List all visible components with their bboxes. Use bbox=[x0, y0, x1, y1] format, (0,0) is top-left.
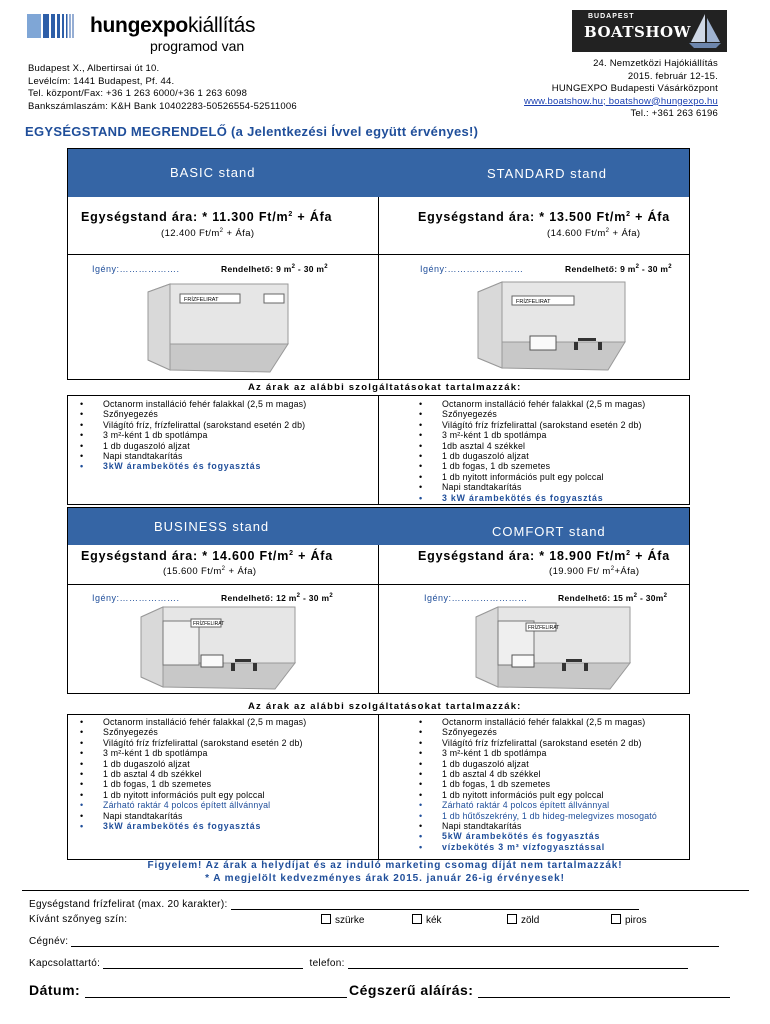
standard-price: Egységstand ára: * 13.500 $Ft/m^2$ + Áfa bbox=[418, 210, 670, 224]
business-price: Egységstand ára: * 14.600 $Ft/m^2$ + Áfa bbox=[81, 549, 333, 563]
list-item: • 5kW árambekötés és fogyasztás bbox=[419, 831, 657, 841]
standard-features bbox=[419, 399, 645, 503]
event-link[interactable]: www.boatshow.hu; boatshow@hungexpo.hu bbox=[524, 95, 718, 107]
list-item: • Világító fríz frízfelirattal (sarokstand esetén 2 db) bbox=[419, 738, 657, 748]
friz-label: Egységstand frízfelirat (max. 20 karakter): bbox=[29, 899, 228, 910]
carpet-option-red[interactable]: piros bbox=[611, 914, 647, 926]
comfort-price: Egységstand ára: * 18.900 $Ft/m^2$ + Áfa bbox=[418, 549, 670, 563]
comfort-features bbox=[419, 717, 657, 852]
company-row bbox=[29, 936, 719, 947]
phone-input[interactable] bbox=[348, 959, 688, 969]
standard-stand-illustration bbox=[470, 278, 635, 374]
list-item: • 1 db fogas, 1 db szemetes bbox=[419, 779, 657, 789]
address-block: Budapest X., Albertirsai út 10. Levélcím: 1441 Budapest, Pf. 44. Tel. központ/Fax: +36 1 263 6000/+36 1 263 6098 Bankszámlaszám: K&H Bank 10402283-50526554-52511006 bbox=[28, 63, 297, 112]
page-title: EGYSÉGSTAND MEGRENDELŐ (a Jelentkezési Ívvel együtt érvényes!) bbox=[25, 124, 479, 139]
basic-price: Egységstand ára: * 11.300 $Ft/m^2$ + Áfa bbox=[81, 210, 333, 224]
date-row bbox=[29, 982, 347, 998]
list-item: • 1db asztal 4 székkel bbox=[419, 441, 645, 451]
hungexpo-logo-text: hungexpokiállítás bbox=[90, 14, 256, 37]
list-item: • 3 kW árambekötés és fogyasztás bbox=[419, 493, 645, 503]
standard-net-price: (14.600 $Ft/m^2$ + Áfa) bbox=[547, 228, 641, 240]
basic-features bbox=[80, 399, 306, 472]
list-item: • 1 db nyitott információs pult egy polccal bbox=[419, 790, 657, 800]
list-item: • Világító fríz frízfelirattal (sarokstand esetén 2 db) bbox=[80, 738, 306, 748]
business-features bbox=[80, 717, 306, 831]
section2-includes: Az árak az alábbi szolgáltatásokat tartalmazzák: bbox=[248, 701, 522, 712]
list-item: • 1 db nyitott információs pult egy polccal bbox=[419, 472, 645, 482]
signature-input[interactable] bbox=[478, 984, 730, 998]
list-item: • Octanorm installáció fehér falakkal (2,5 m magas) bbox=[80, 399, 306, 409]
company-input[interactable] bbox=[71, 937, 719, 947]
standard-stand-title: STANDARD stand bbox=[487, 166, 607, 181]
signature-label: Cégszerű aláírás: bbox=[349, 982, 474, 998]
event-info: 24. Nemzetközi Hajókiállítás 2015. február 12-15. HUNGEXPO Budapesti Vásárközpont www.boatshow.hu; boatshow@hungexpo.hu Tel.: +361 263 6196 bbox=[524, 58, 718, 119]
list-item: • Világító fríz frízfelirattal (sarokstand esetén 2 db) bbox=[419, 420, 645, 430]
hungexpo-slogan: programod van bbox=[150, 38, 245, 54]
basic-stand-illustration bbox=[140, 282, 300, 376]
business-stand-title: BUSINESS stand bbox=[154, 519, 270, 534]
basic-stand-title: BASIC stand bbox=[170, 165, 256, 180]
date-input[interactable] bbox=[85, 984, 347, 998]
list-item: • Szőnyegezés bbox=[419, 727, 657, 737]
comfort-stand-title: COMFORT stand bbox=[492, 524, 606, 539]
friz-field-row bbox=[29, 899, 639, 910]
list-item: • Zárható raktár 4 polcos épített állvánnyal bbox=[419, 800, 657, 810]
comfort-orderable: Rendelhető: 15 $m^2 - 30m^2$ bbox=[558, 593, 668, 603]
company-label: Cégnév: bbox=[29, 936, 69, 947]
standard-orderable: Rendelhető: 9 $m^2 - 30$ $m^2$ bbox=[565, 264, 672, 274]
checkbox-red[interactable] bbox=[611, 914, 621, 924]
list-item: • 3 m²-ként 1 db spotlámpa bbox=[419, 430, 645, 440]
list-item: • 1 db fogas, 1 db szemetes bbox=[80, 779, 306, 789]
list-item: • Napi standtakarítás bbox=[419, 821, 657, 831]
list-item: • 1 db dugaszoló aljzat bbox=[419, 451, 645, 461]
business-orderable: Rendelhető: 12 $m^2 - 30$ $m^2$ bbox=[221, 593, 333, 603]
comfort-net-price: (19.900 Ft/ $m^2+Áfa$) bbox=[549, 566, 640, 578]
list-item: • 1 db dugaszoló aljzat bbox=[419, 759, 657, 769]
warning-note: Figyelem! Az árak a helydíjat és az induló marketing csomag díját nem tartalmazzák! * A megjelölt kedvezményes árak 2015. január 26-ig érvényesek! bbox=[147, 860, 623, 884]
carpet-option-green[interactable]: zöld bbox=[507, 914, 539, 926]
checkbox-grey[interactable] bbox=[321, 914, 331, 924]
checkbox-blue[interactable] bbox=[412, 914, 422, 924]
business-stand-illustration bbox=[135, 605, 305, 691]
list-item: • Napi standtakarítás bbox=[80, 811, 306, 821]
boatshow-logo: BUDAPEST BOATSHOW bbox=[572, 10, 727, 52]
standard-demand: Igény:…………………… bbox=[420, 264, 524, 274]
signature-row bbox=[349, 982, 730, 998]
carpet-option-grey[interactable]: szürke bbox=[321, 914, 364, 926]
list-item: • Octanorm installáció fehér falakkal (2,5 m magas) bbox=[419, 717, 657, 727]
basic-net-price: (12.400 $Ft/m^2$ + Áfa) bbox=[161, 228, 255, 240]
list-item: • 1 db fogas, 1 db szemetes bbox=[419, 461, 645, 471]
business-demand: Igény:………………. bbox=[92, 593, 180, 603]
list-item: • 1 db hűtőszekrény, 1 db hideg-melegvizes mosogató bbox=[419, 811, 657, 821]
list-item: • 1 db asztal 4 db székkel bbox=[419, 769, 657, 779]
comfort-stand-illustration bbox=[470, 605, 640, 691]
list-item: • 3kW árambekötés és fogyasztás bbox=[80, 461, 306, 471]
business-net-price: (15.600 $Ft/m^2$ + Áfa) bbox=[163, 566, 257, 578]
standard-friz-label: FRÍZFELIRAT bbox=[516, 299, 551, 305]
list-item: • 3 m²-ként 1 db spotlámpa bbox=[80, 748, 306, 758]
list-item: • 1 db asztal 4 db székkel bbox=[80, 769, 306, 779]
contact-input[interactable] bbox=[103, 959, 303, 969]
checkbox-green[interactable] bbox=[507, 914, 517, 924]
list-item: • 1 db nyitott információs pult egy polccal bbox=[80, 790, 306, 800]
list-item: • Szőnyegezés bbox=[80, 409, 306, 419]
comfort-demand: Igény:…………………… bbox=[424, 593, 528, 603]
list-item: • Világító fríz, frízfelirattal (sarokstand esetén 2 db) bbox=[80, 420, 306, 430]
list-item: • Octanorm installáció fehér falakkal (2,5 m magas) bbox=[419, 399, 645, 409]
comfort-friz-label: FRÍZFELIRAT bbox=[528, 625, 560, 631]
hungexpo-logo-icon bbox=[27, 12, 87, 42]
list-item: • Zárható raktár 4 polcos épített állvánnyal bbox=[80, 800, 306, 810]
list-item: • Szőnyegezés bbox=[80, 727, 306, 737]
contact-label: Kapcsolattartó: bbox=[29, 958, 101, 969]
sailboat-icon bbox=[687, 12, 723, 50]
business-friz-label: FRÍZFELIRAT bbox=[193, 621, 225, 627]
carpet-label: Kívánt szőnyeg szín: bbox=[29, 914, 128, 925]
list-item: • Octanorm installáció fehér falakkal (2,5 m magas) bbox=[80, 717, 306, 727]
basic-orderable: Rendelhető: 9 $m^2 - 30$ $m^2$ bbox=[221, 264, 328, 274]
list-item: • 1 db dugaszoló aljzat bbox=[80, 441, 306, 451]
phone-label: telefon: bbox=[309, 958, 345, 969]
friz-input[interactable] bbox=[231, 900, 639, 910]
basic-friz-label: FRÍZFELIRAT bbox=[184, 297, 219, 303]
section1-includes: Az árak az alábbi szolgáltatásokat tartalmazzák: bbox=[248, 382, 522, 393]
list-item: • 1 db dugaszoló aljzat bbox=[80, 759, 306, 769]
date-label: Dátum: bbox=[29, 982, 81, 998]
list-item: • vízbekötés 3 m³ vízfogyasztással bbox=[419, 842, 657, 852]
list-item: • 3 m²-ként 1 db spotlámpa bbox=[419, 748, 657, 758]
carpet-option-blue[interactable]: kék bbox=[412, 914, 442, 926]
list-item: • 3kW árambekötés és fogyasztás bbox=[80, 821, 306, 831]
list-item: • Napi standtakarítás bbox=[419, 482, 645, 492]
list-item: • Napi standtakarítás bbox=[80, 451, 306, 461]
contact-row bbox=[29, 958, 688, 969]
basic-demand: Igény:………………. bbox=[92, 264, 180, 274]
list-item: • Szőnyegezés bbox=[419, 409, 645, 419]
list-item: • 3 m²-ként 1 db spotlámpa bbox=[80, 430, 306, 440]
